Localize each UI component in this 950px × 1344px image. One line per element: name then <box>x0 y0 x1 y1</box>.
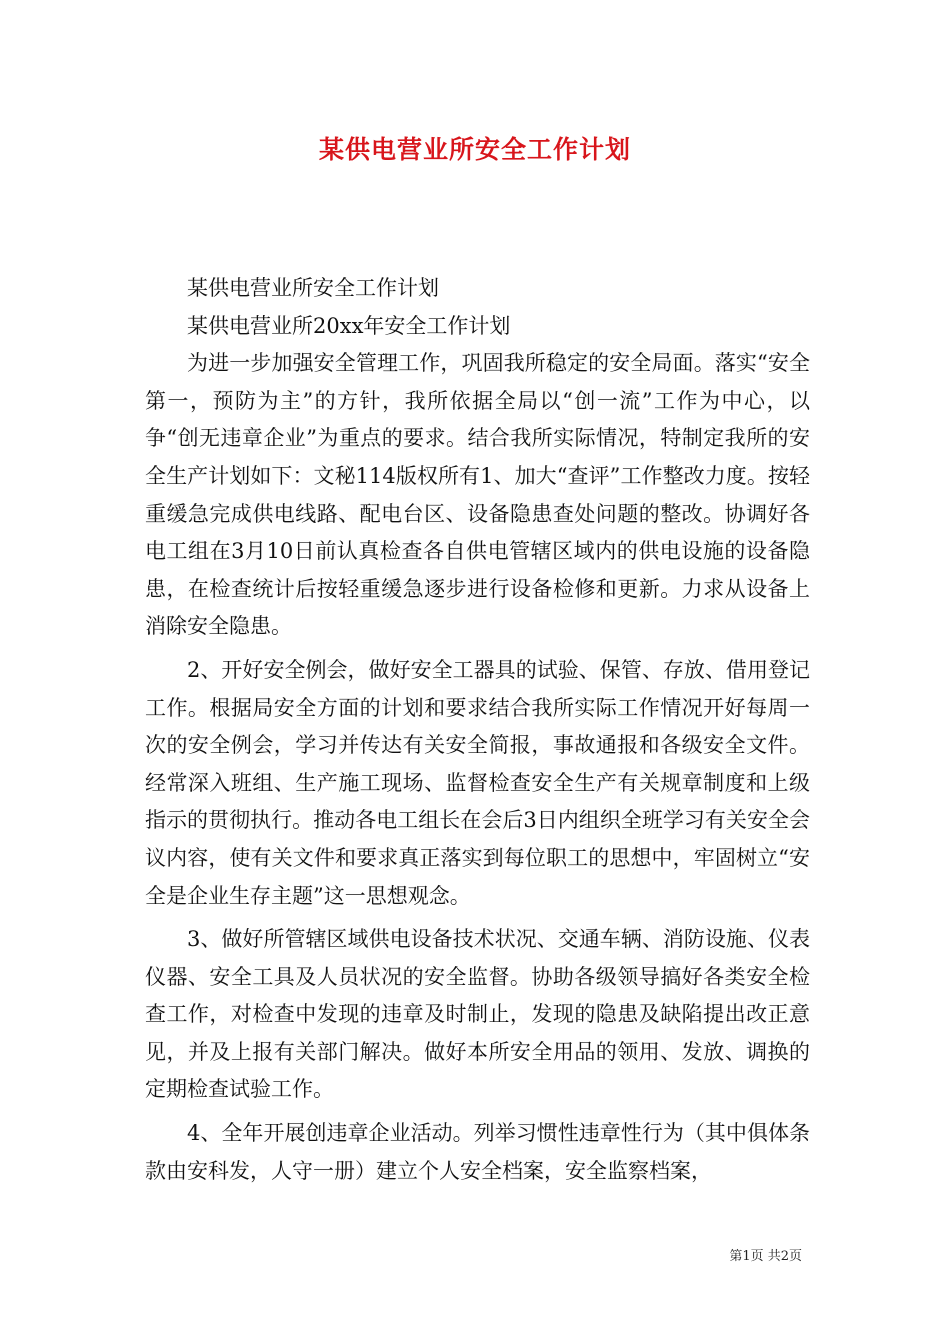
paragraph: 3、做好所管辖区域供电设备技术状况、交通车辆、消防设施、仪表仪器、安全工具及人员状况的安全监督。协助各级领导搞好各类安全检查工作，对检查中发现的违章及时制止，发现的隐患及缺陷提出改正意见，并及上报有关部门解决。做好本所安全用品的领用、发放、调换的定期检查试验工作。 <box>145 927 810 1102</box>
paragraph: 4、全年开展创违章企业活动。列举习惯性违章性行为（其中俱体条款由安科发，人守一册）建立个人安全档案，安全监察档案， <box>145 1121 810 1183</box>
paragraph: 为进一步加强安全管理工作，巩固我所稳定的安全局面。落实“安全第一，预防为主”的方针，我所依据全局以“创一流”工作为中心，以争“创无违章企业”为重点的要求。结合我所实际情况，特制定我所的安全生产计划如下：文秘114版权所有1、加大“查评”工作整改力度。按轻重缓急完成供电线路、配电台区、设备隐患查处问题的整改。协调好各电工组在3月10日前认真检查各自供电管辖区域内的供电设施的设备隐患，在检查统计后按轻重缓急逐步进行设备检修和更新。力求从设备上消除安全隐患。 <box>145 351 810 639</box>
paragraph: 某供电营业所安全工作计划 <box>187 276 439 300</box>
page-number: 第1页 共2页 <box>729 1249 802 1264</box>
paragraph: 某供电营业所20xx年安全工作计划 <box>187 313 511 338</box>
document-body <box>145 270 810 1190</box>
paragraph: 2、开好安全例会，做好安全工器具的试验、保管、存放、借用登记工作。根据局安全方面的计划和要求结合我所实际工作情况开好每周一次的安全例会，学习并传达有关安全简报，事故通报和各级安全文件。经常深入班组、生产施工现场、监督检查安全生产有关规章制度和上级指示的贯彻执行。推动各电工组长在会后3日内组织全班学习有关安全会议内容，使有关文件和要求真正落实到每位职工的思想中，牢固树立“安全是企业生存主题”这一思想观念。 <box>145 657 810 908</box>
document-title: 某供电营业所安全工作计划 <box>318 135 631 164</box>
